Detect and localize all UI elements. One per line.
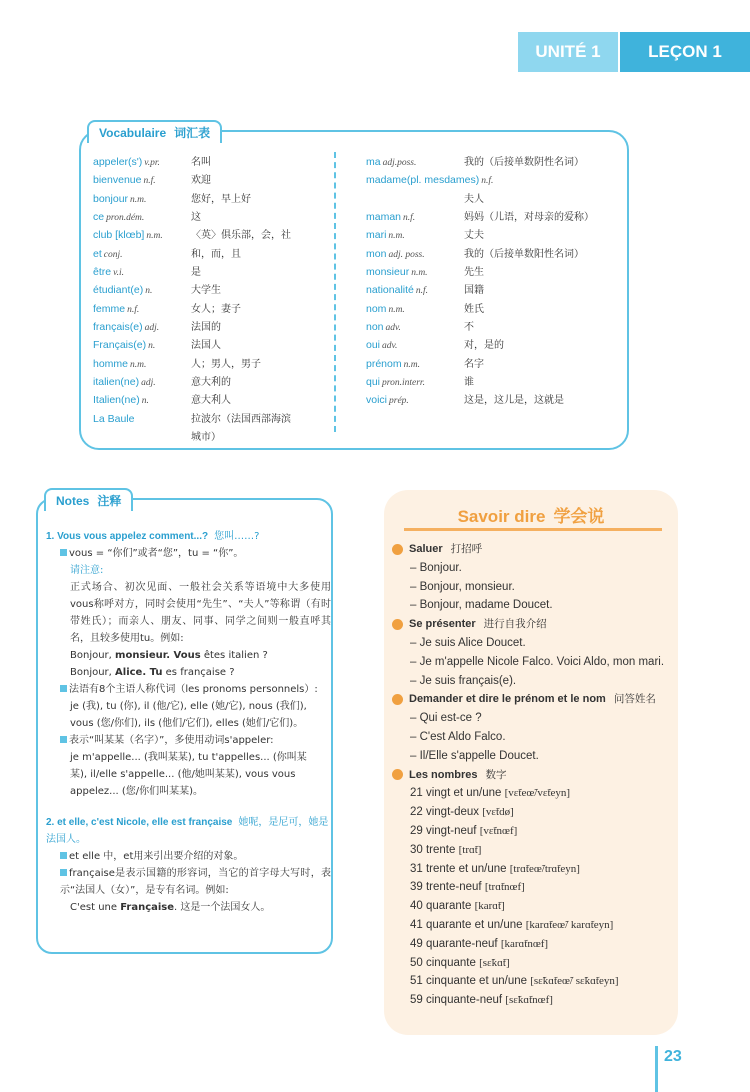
number-phonetic: [karɑ̃t] (474, 900, 505, 913)
number-line (392, 841, 677, 860)
vocab-french: voici (366, 394, 388, 407)
vocab-chinese: 姓氏 (464, 303, 484, 315)
vocab-chinese: 意大利人 (191, 395, 231, 407)
number-text: 22 vingt-deux (410, 806, 480, 819)
orange-dot-icon (392, 544, 403, 555)
vocab-chinese: 国籍 (464, 285, 484, 297)
vocab-pos: v.i. (113, 268, 124, 279)
dialogue-line: – Je m'appelle Nicole Falco. Voici Aldo, mon mari. (410, 655, 665, 668)
vocab-pos: adv. (385, 323, 401, 334)
vocab-chinese: 和，而，且 (191, 248, 241, 260)
vocabulary-title-cn: 词汇表 (174, 126, 211, 140)
vocab-pos: n.m. (130, 194, 147, 205)
vocab-term (366, 301, 464, 319)
numbers-list (392, 784, 677, 1010)
number-text: 59 cinquante-neuf (410, 994, 503, 1007)
note-1-heading: 1. Vous vous appelez comment...? 您叫……? (46, 531, 260, 542)
vocab-pos: n.f. (415, 286, 429, 297)
lecon-tab: LEÇON 1 (620, 32, 750, 72)
vocab-row (366, 337, 616, 355)
vocab-pos: conj. (103, 249, 123, 260)
vocab-chinese: 您好，早上好 (191, 193, 251, 205)
vocab-french: ce (93, 211, 105, 224)
vocab-french: femme (93, 302, 126, 315)
vocab-french: ma (366, 156, 381, 168)
vocab-row (93, 246, 323, 264)
vocab-french: bienvenue (93, 174, 142, 187)
vocab-row (366, 282, 616, 300)
number-phonetic: [trɑ̃tnœf] (484, 881, 525, 894)
note-2-heading: 2. et elle, c'est Nicole, elle est française 她呢，是尼可，她是法国人。 (46, 817, 329, 845)
number-line (392, 878, 677, 897)
vocab-row (366, 356, 616, 374)
notes-tag (44, 488, 133, 511)
vocab-row (366, 154, 616, 172)
number-line (392, 935, 677, 954)
se-presenter-heading: Se présenter 进行自我介绍 (392, 615, 677, 634)
vocab-chinese: 法国人 (191, 340, 221, 352)
dialogue-line: – Bonjour, monsieur. (410, 580, 515, 593)
number-phonetic: [vɛ̃teœ̃/vɛ̃teyn] (504, 787, 571, 800)
number-text: 29 vingt-neuf (410, 824, 477, 837)
savoir-dire-content (392, 540, 677, 1010)
vocab-pos: n.m. (388, 304, 405, 315)
vocab-row (93, 301, 323, 319)
number-text: 51 cinquante et un/une (410, 975, 528, 988)
vocab-row (366, 264, 616, 282)
vocab-pos: v.pr. (144, 158, 160, 168)
page-number-bar (655, 1046, 658, 1092)
notes-box (36, 494, 333, 954)
notes-content (46, 528, 331, 916)
number-text: 31 trente et un/une (410, 862, 507, 875)
vocab-row (93, 356, 323, 374)
number-phonetic: [karɑ̃tnœf] (500, 937, 549, 950)
vocab-chinese: 名字 (464, 358, 484, 370)
vocab-row (93, 282, 323, 300)
vocab-chinese: 女人；妻子 (191, 303, 241, 315)
vocab-row (93, 337, 323, 355)
vocab-french: mari (366, 229, 387, 242)
note-1-appeler-line-3: appelez... (您/你们叫某某)。 (70, 786, 204, 797)
vocab-row (93, 411, 323, 429)
number-line (392, 822, 677, 841)
demander-nom-lines (392, 709, 677, 765)
vocab-row (93, 374, 323, 392)
vocab-term (366, 337, 464, 355)
vocab-term (93, 154, 191, 172)
vocab-row (93, 227, 323, 245)
vocab-french: maman (366, 211, 402, 224)
vocab-french: prénom (366, 357, 402, 370)
vocab-term (366, 374, 464, 392)
saluer-lines (392, 559, 677, 615)
vocabulary-tag (87, 120, 222, 143)
vocab-chinese: 城市） (191, 432, 221, 444)
vocab-french: madame(pl. mesdames) (366, 174, 480, 187)
vocab-row (366, 209, 616, 227)
vocab-french: oui (366, 339, 381, 352)
note-1-bullet-1: vous = “你们”或者“您”，tu = “你”。 (46, 545, 331, 562)
orange-dot-icon (392, 694, 403, 705)
vocab-row (93, 392, 323, 410)
vocab-chinese: 拉波尔（法国西部海滨 (191, 413, 291, 425)
number-phonetic: [trɑ̃teœ̃/trɑ̃teyn] (509, 862, 580, 875)
number-phonetic: [karɑ̃teœ̃/ karɑ̃teyn] (525, 918, 614, 931)
dialogue-line: – Qui est-ce ? (410, 712, 482, 725)
dialogue-line: – Je suis français(e). (410, 674, 517, 687)
vocab-pos: adj. poss. (388, 249, 425, 260)
number-line (392, 916, 677, 935)
vocab-pos: pron.interr. (382, 378, 425, 389)
vocab-chinese: 夫人 (464, 193, 484, 205)
vocab-french: nationalité (366, 284, 414, 297)
vocab-chinese: 不 (464, 322, 474, 334)
number-phonetic: [sɛ̃kɑ̃tnœf] (505, 994, 553, 1007)
vocab-french: être (93, 266, 112, 279)
vocab-row (93, 191, 323, 209)
vocab-term (366, 172, 494, 190)
number-text: 40 quarante (410, 900, 472, 913)
vocab-term (93, 172, 191, 190)
note-2-example: C'est une Française. 这是一个法国女人。 (70, 902, 271, 913)
vocab-row (366, 191, 616, 209)
note-1-example-2: Bonjour, Alice. Tu es française ? (70, 667, 235, 678)
vocabulary-right-column (366, 154, 616, 411)
vocab-french: italien(ne) (93, 376, 140, 389)
vocab-term (93, 209, 191, 227)
number-phonetic: [vɛ̃tnœf] (479, 824, 518, 837)
vocab-pos: n.m. (403, 359, 420, 370)
vocab-chinese: 欢迎 (191, 175, 211, 187)
vocab-chinese: 这是，这儿是，这就是 (464, 395, 564, 407)
vocab-chinese: 我的（后接单数阳性名词） (464, 248, 584, 260)
vocab-pos: n.f. (403, 213, 416, 224)
vocab-chinese: 法国的 (191, 322, 221, 334)
vocab-chinese: 对，是的 (464, 340, 504, 352)
note-1-attention: 请注意: (70, 565, 104, 576)
vocabulary-left-column (93, 154, 323, 448)
number-phonetic: [vɛ̃tdø] (482, 806, 514, 819)
saluer-heading: Saluer 打招呼 (392, 540, 677, 559)
number-text: 50 cinquante (410, 956, 476, 969)
vocab-french: qui (366, 376, 381, 389)
savoir-dire-rule (404, 528, 662, 531)
vocab-french: La Baule (93, 412, 135, 425)
vocab-chinese: 我的（后接单数阴性名词） (464, 157, 584, 168)
vocab-french: Italien(ne) (93, 394, 140, 407)
vocab-pos: adv. (382, 341, 398, 352)
vocab-row (93, 264, 323, 282)
vocab-row (366, 374, 616, 392)
vocabulary-box (79, 126, 629, 450)
vocab-term (366, 191, 464, 209)
number-line (392, 972, 677, 991)
number-line (392, 803, 677, 822)
square-bullet-icon (60, 869, 67, 876)
square-bullet-icon (60, 852, 67, 859)
number-text: 49 quarante-neuf (410, 937, 498, 950)
vocab-term (366, 319, 464, 337)
number-line (392, 784, 677, 803)
note-1-example-1: Bonjour, monsieur. Vous êtes italien ? (70, 650, 268, 661)
number-phonetic: [sɛ̃kɑ̃teœ̃/ sɛ̃kɑ̃teyn] (530, 975, 619, 988)
note-2-bullet-1: et elle 中，et用来引出要介绍的对象。 (46, 848, 331, 865)
number-line (392, 897, 677, 916)
vocab-chinese: 妈妈（儿语，对母亲的爱称） (464, 212, 594, 224)
vocab-french: mon (366, 247, 387, 260)
number-line (392, 954, 677, 973)
vocab-term (93, 246, 191, 264)
vocab-term (93, 411, 191, 429)
vocab-french: appeler(s') (93, 156, 143, 168)
vocab-pos: adj.poss. (382, 158, 417, 168)
vocab-pos: n. (141, 396, 149, 407)
vocab-row (93, 154, 323, 172)
page-number: 23 (664, 1048, 682, 1065)
vocab-pos: n. (145, 286, 153, 297)
dialogue-line: – Bonjour, madame Doucet. (410, 599, 553, 612)
vocab-chinese: 〈英〉俱乐部，会，社 (191, 230, 291, 242)
dialogue-line: – Il/Elle s'appelle Doucet. (410, 749, 539, 762)
vocab-row (93, 172, 323, 190)
vocab-pos: prép. (389, 396, 409, 407)
notes-title-cn: 注释 (97, 494, 122, 508)
vocab-french: et (93, 247, 102, 260)
square-bullet-icon (60, 549, 67, 556)
note-1-pronouns-line-2: vous (您/你们), ils (他们/它们), elles (她们/它们)。 (70, 718, 304, 729)
note-1-pronouns-line-1: je (我), tu (你), il (他/它), elle (她/它), nous (我们), (70, 701, 307, 712)
vocab-chinese: 丈夫 (464, 230, 484, 242)
note-1-appeler-line-2: 某), il/elle s'appelle... (他/她叫某某), vous vous (70, 769, 296, 780)
vocab-term (366, 392, 464, 410)
vocab-chinese: 先生 (464, 267, 484, 279)
savoir-dire-title: Savoir dire 学会说 (457, 507, 605, 527)
vocab-term (366, 154, 464, 172)
vocab-pos: n.m. (146, 231, 163, 242)
vocab-pos: n.m. (411, 268, 428, 279)
dialogue-line: – Bonjour. (410, 561, 462, 574)
vocab-french: Français(e) (93, 339, 147, 352)
vocab-chinese: 谁 (464, 377, 474, 389)
vocab-term (366, 209, 464, 227)
note-1-paragraph: 正式场合、初次见面、一般社会关系等语境中大多使用vous称呼对方，同时会使用“先生”、“夫人”等称谓（有时带姓氏）；而亲人、朋友、同事、同学之间则一般直呼其名，且较多使用tu。例如: (70, 582, 331, 644)
vocab-term (366, 227, 464, 245)
vocab-french: homme (93, 357, 129, 370)
note-1-bullet-2: 法语有8个主语人称代词（les pronoms personnels）: (46, 681, 331, 698)
vocab-row (366, 172, 616, 190)
vocab-row (366, 319, 616, 337)
number-text: 21 vingt et un/une (410, 787, 502, 800)
vocab-term (93, 191, 191, 209)
note-2-bullet-2: française是表示国籍的形容词，当它的首字母大写时，表示“法国人（女）”，是专有名词。例如: (60, 868, 331, 896)
dialogue-line: – Je suis Alice Doucet. (410, 636, 526, 649)
vocab-french: club [klœb] (93, 229, 145, 242)
unite-tab: UNITÉ 1 (518, 32, 618, 72)
number-line (392, 860, 677, 879)
vocab-french: bonjour (93, 192, 129, 205)
vocab-pos: adj. (141, 378, 156, 389)
vocab-french: non (366, 321, 384, 334)
note-1-appeler-line-1: je m'appelle... (我叫某某), tu t'appelles... (你叫某 (70, 752, 307, 763)
vocab-pos: adj. (144, 323, 160, 334)
vocab-pos: n.f. (127, 304, 140, 315)
vocabulary-divider (334, 152, 336, 432)
notes-title: Notes (56, 494, 90, 508)
square-bullet-icon (60, 736, 67, 743)
number-text: 41 quarante et un/une (410, 918, 523, 931)
savoir-dire-box (384, 490, 678, 1035)
note-1-bullet-3: 表示“叫某某（名字）”，多使用动词s'appeler: (46, 732, 331, 749)
number-phonetic: [sɛ̃kɑ̃t] (479, 956, 510, 969)
vocab-pos: n.m. (388, 231, 405, 242)
vocab-term (93, 319, 191, 337)
vocab-term (93, 374, 191, 392)
vocab-pos: n. (148, 341, 156, 352)
vocab-french: français(e) (93, 321, 143, 334)
vocab-term (93, 429, 191, 447)
vocab-chinese: 人；男人，男子 (191, 358, 261, 370)
vocab-term (366, 356, 464, 374)
vocab-term (366, 246, 464, 264)
vocab-row (93, 319, 323, 337)
vocab-chinese: 名叫 (191, 157, 211, 168)
vocab-pos: n.f. (481, 176, 494, 187)
vocab-row (93, 209, 323, 227)
vocab-pos: pron.dém. (106, 213, 145, 224)
vocab-row (366, 301, 616, 319)
vocab-chinese: 是 (191, 267, 201, 279)
vocab-row (366, 246, 616, 264)
vocab-chinese: 意大利的 (191, 377, 231, 389)
orange-dot-icon (392, 769, 403, 780)
vocab-term (93, 392, 191, 410)
vocab-french: étudiant(e) (93, 284, 144, 297)
vocab-term (93, 264, 191, 282)
dialogue-line: – C'est Aldo Falco. (410, 730, 506, 743)
vocab-chinese: 这 (191, 212, 201, 224)
vocab-term (93, 356, 191, 374)
number-text: 39 trente-neuf (410, 881, 482, 894)
vocab-row (366, 392, 616, 410)
vocab-pos: n.f. (143, 176, 156, 187)
number-line (392, 991, 677, 1010)
number-phonetic: [trɑ̃t] (458, 843, 482, 856)
vocab-term (93, 282, 191, 300)
vocab-row (366, 227, 616, 245)
vocab-pos: n.m. (130, 359, 147, 370)
vocab-french: nom (366, 302, 387, 315)
vocab-term (366, 282, 464, 300)
square-bullet-icon (60, 685, 67, 692)
demander-nom-heading: Demander et dire le prénom et le nom 问答姓名 (392, 690, 677, 709)
vocab-term (93, 337, 191, 355)
vocab-french: monsieur (366, 266, 410, 279)
orange-dot-icon (392, 619, 403, 630)
vocab-term (93, 227, 191, 245)
se-presenter-lines (392, 634, 677, 690)
vocabulary-title: Vocabulaire (99, 126, 167, 140)
vocab-row (93, 429, 323, 447)
nombres-heading: Les nombres 数字 (392, 766, 677, 785)
vocab-term (93, 301, 191, 319)
vocab-chinese: 大学生 (191, 285, 221, 297)
number-text: 30 trente (410, 843, 456, 856)
vocab-term (366, 264, 464, 282)
